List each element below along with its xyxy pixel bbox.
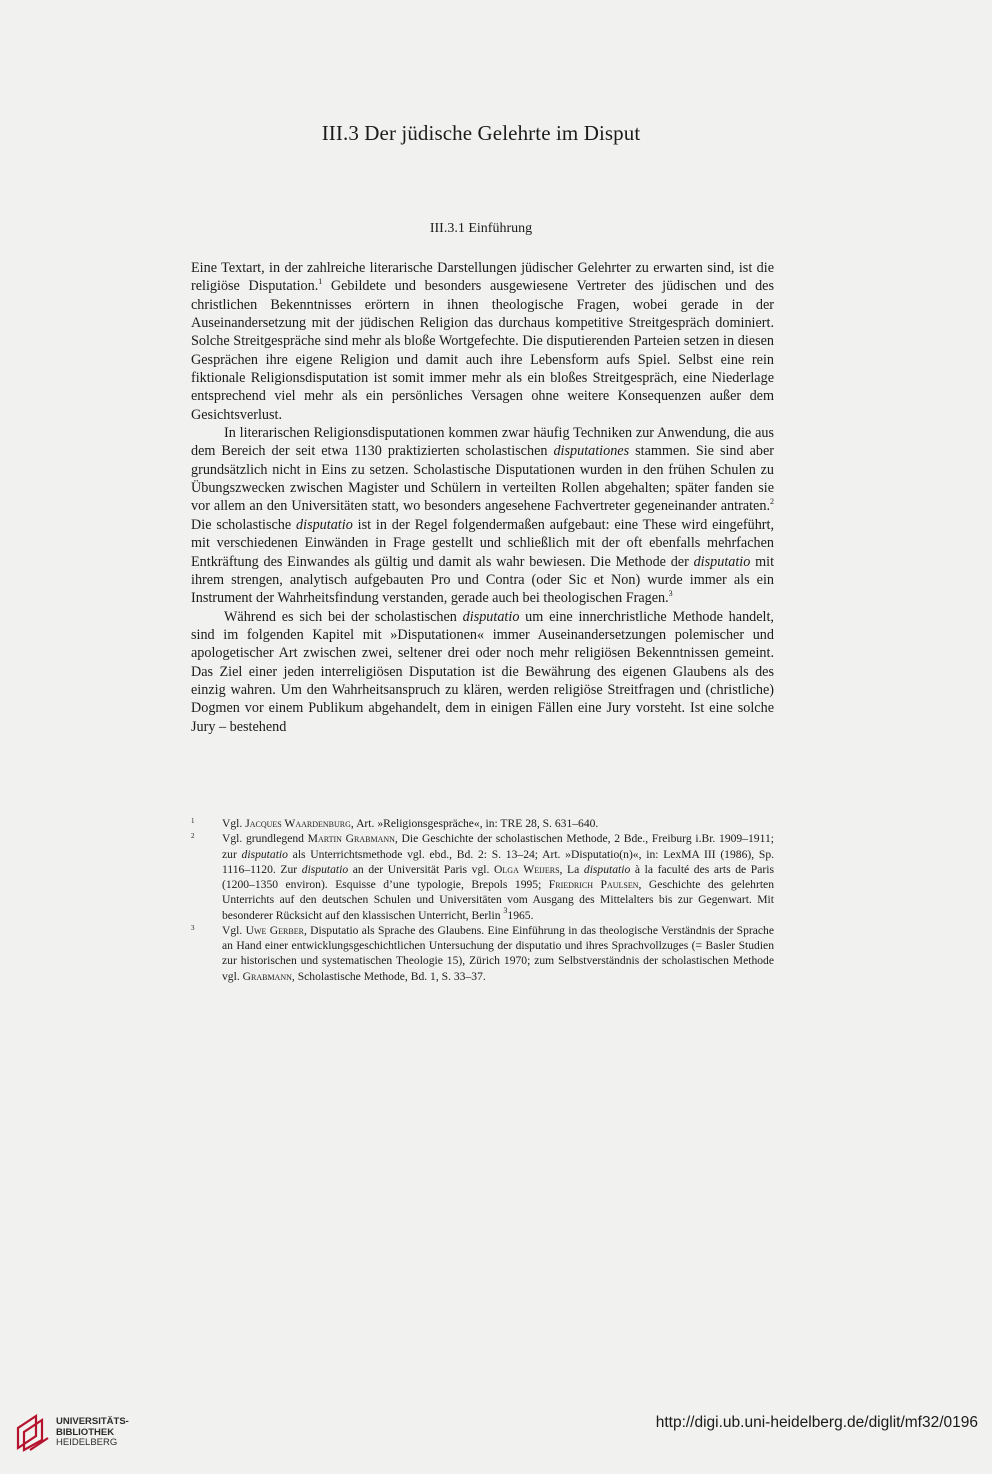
paragraph-3: Während es sich bei der scholastischen disputatio um eine innerchristliche Methode handelt, sind im folgenden Kapitel mit »Disputationen« immer Auseinandersetzungen polemischer und apologetischer Art zwischen zwei, seltener drei oder noch mehr religiösen Bekenntnissen gemeint. Das Ziel einer jeden interreligiösen Disputation ist die Bewährung des eigenen Glaubens als des einzig wahren. Um den Wahrheitsanspruch zu klären, werden religiöse Streitfragen und (christliche) Dogmen vor einem Publikum abgehandelt, dem in einigen Fällen eine Jury vorsteht. Ist eine solche Jury – bestehend (191, 608, 774, 735)
chapter-title: III.3 Der jüdische Gelehrte im Disput (321, 121, 641, 145)
footnote-1: 1 Vgl. Jacques Waardenburg, Art. »Religionsgespräche«, in: TRE 28, S. 631–640. (191, 817, 599, 830)
footnote-ref-2[interactable]: 2 (770, 497, 774, 507)
library-footer (0, 1398, 992, 1458)
body-text (191, 259, 774, 736)
section-title: III.3.1 Einführung (429, 221, 533, 236)
footnote-ref-3[interactable]: 3 (668, 589, 673, 599)
source-url[interactable]: http://digi.ub.uni-heidelberg.de/diglit/mf32/0196 (655, 1414, 978, 1431)
footnotes (191, 816, 774, 984)
library-logo-icon (10, 1412, 54, 1452)
footnote-ref-1[interactable]: 1 (318, 277, 323, 287)
footnote-2: 2 Vgl. grundlegend Martin Grabmann, Die Geschichte der scholastischen Methode, 2 Bde., Freiburg i.Br. 1909–1911; zur disputatio als Unterrichtsmethode vgl. ebd., Bd. 2: S. 13–24; Art. »Disputatio(n)«, in: LexMA III (1986), Sp. 1116–1120. Zur disputatio an der Universität Paris vgl. Olga Weijers, La disputatio à la faculté des arts de Paris (1200–1350 environ). Esquisse d’une typologie, Brepols 1995; Friedrich Paulsen, Geschichte des gelehrten Unterrichts auf den deutschen Schulen und Universitäten vom Ausgang des Mittelalters bis zur Gegenwart. Mit besonderer Rücksicht auf den klassischen Unterricht, Berlin $^3$1965. (191, 832, 775, 922)
paragraph-2: In literarischen Religionsdisputationen kommen zwar häufig Techniken zur Anwendung, die aus dem Bereich der seit etwa 1130 praktizierten scholastischen disputationes stammen. Sie sind aber grundsätzlich nicht in Eins zu setzen. Scholastische Disputationen wurden in den frühen Schulen zu Übungszwecken zwischen Magister und Schülern in verteilten Rollen abgehalten; später fanden sie vor allem an den Universitäten statt, wo besonders angesehene Fachvertreter gegeneinander antraten.$^2$ Die scholastische disputatio ist in der Regel folgendermaßen aufgebaut: eine These wird eingeführt, mit verschiedenen Einwänden in Frage gestellt und schließlich mit der oft ebenfalls mehrfachen Entkräftung des Einwandes als gültig und damit als wahr bewiesen. Die Methode der disputatio mit ihrem strengen, analytisch aufgebauten Pro und Contra (oder Sic et Non) wurde immer als ein Instrument der Wahrheitsfindung verstanden, gerade auch bei theologischen Fragen.$^3$ (191, 425, 775, 607)
footnote-3: 3 Vgl. Uwe Gerber, Disputatio als Sprache des Glaubens. Eine Einführung in das theologische Verständnis der Sprache an Hand einer entwicklungsgeschichtlichen Untersuchung der disputatio und ihres Sprachvollzuges (= Basler Studien zur historischen und systematischen Theologie 15), Zürich 1970; zum Selbstverständnis der scholastischen Methode vgl. Grabmann, Scholastische Methode, Bd. 1, S. 33–37. (191, 923, 774, 983)
paragraph-1: Eine Textart, in der zahlreiche literarische Darstellungen jüdischer Gelehrter zu erwarten sind, ist die religiöse Disputation.$^1$ Gebildete und besonders ausgewiesene Vertreter des jüdischen und des christlichen Bekenntnisses erörtern in ihnen theologische Fragen, wobei gerade in der Auseinandersetzung mit der jüdischen Religion das durchaus kompetitive Streitgespräch dominiert. Solche Streitgespräche sind mehr als bloße Wortgefechte. Die disputierenden Parteien setzen in diesen Gesprächen ihre eigene Religion und damit auch ihre Lebensform aufs Spiel. Selbst eine rein fiktionale Religionsdisputation ist somit immer mehr als ein bloßes Streitgespräch, eine Niederlage entsprechend viel mehr als ein persönliches Versagen ohne weitere Konsequenzen außer dem Gesichtsverlust. (191, 260, 774, 423)
library-name: UNIVERSITÄTS- BIBLIOTHEK HEIDELBERG (56, 1416, 129, 1448)
